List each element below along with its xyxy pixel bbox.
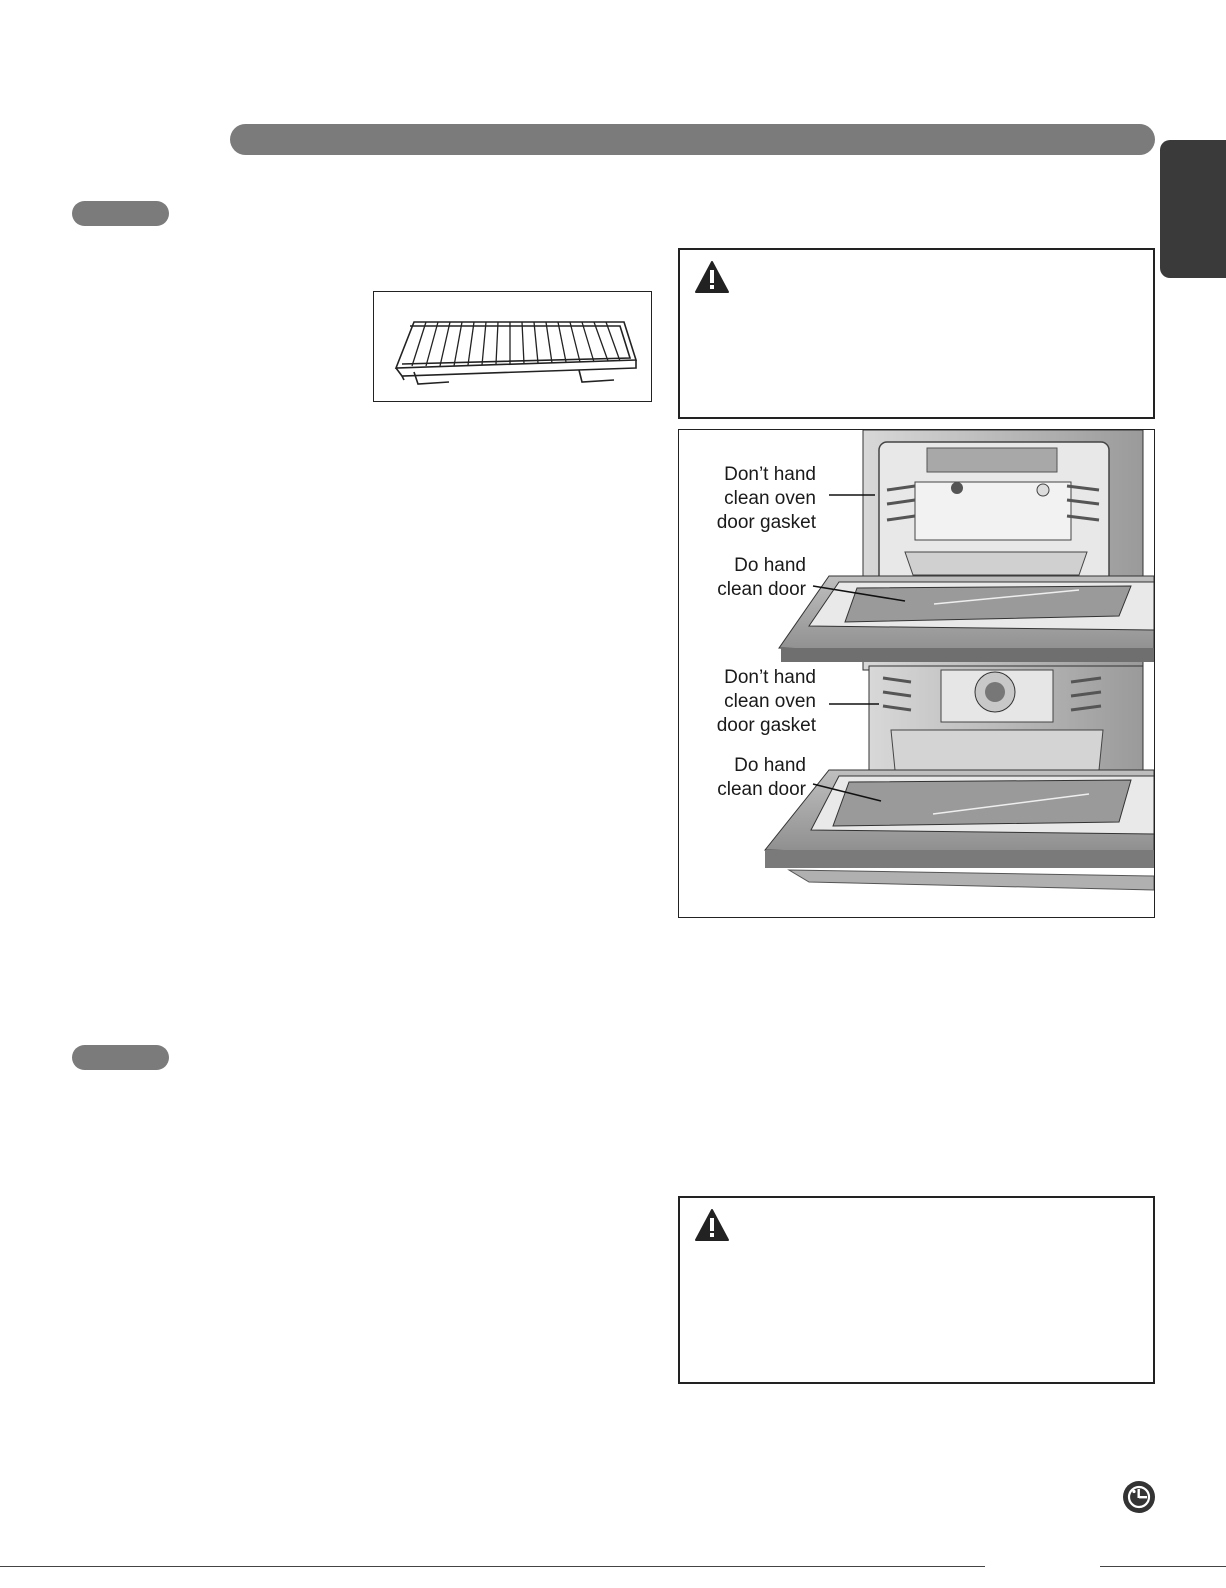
double-oven-illustration [678, 429, 1155, 918]
section-pill-bottom [72, 1045, 169, 1070]
warning-box-bottom [678, 1196, 1155, 1384]
lg-logo-icon [1122, 1480, 1156, 1514]
footer-rule [0, 1566, 985, 1567]
oven-rack-figure [373, 291, 652, 402]
warning-box-top [678, 248, 1155, 419]
warning-triangle-icon [694, 260, 730, 294]
footer-rule-right [1100, 1566, 1226, 1567]
callout-lower-door: Do hand clean door [717, 755, 806, 800]
warning-triangle-icon [694, 1208, 730, 1242]
oven-rack-icon [374, 292, 650, 400]
callout-upper-door: Do hand clean door [717, 555, 806, 600]
section-header-bar [230, 124, 1155, 155]
chapter-side-tab [1160, 140, 1226, 278]
callout-upper-gasket: Don’t hand clean oven door gasket [716, 464, 816, 533]
section-pill-top [72, 201, 169, 226]
callout-lower-gasket: Don’t hand clean oven door gasket [716, 667, 816, 736]
